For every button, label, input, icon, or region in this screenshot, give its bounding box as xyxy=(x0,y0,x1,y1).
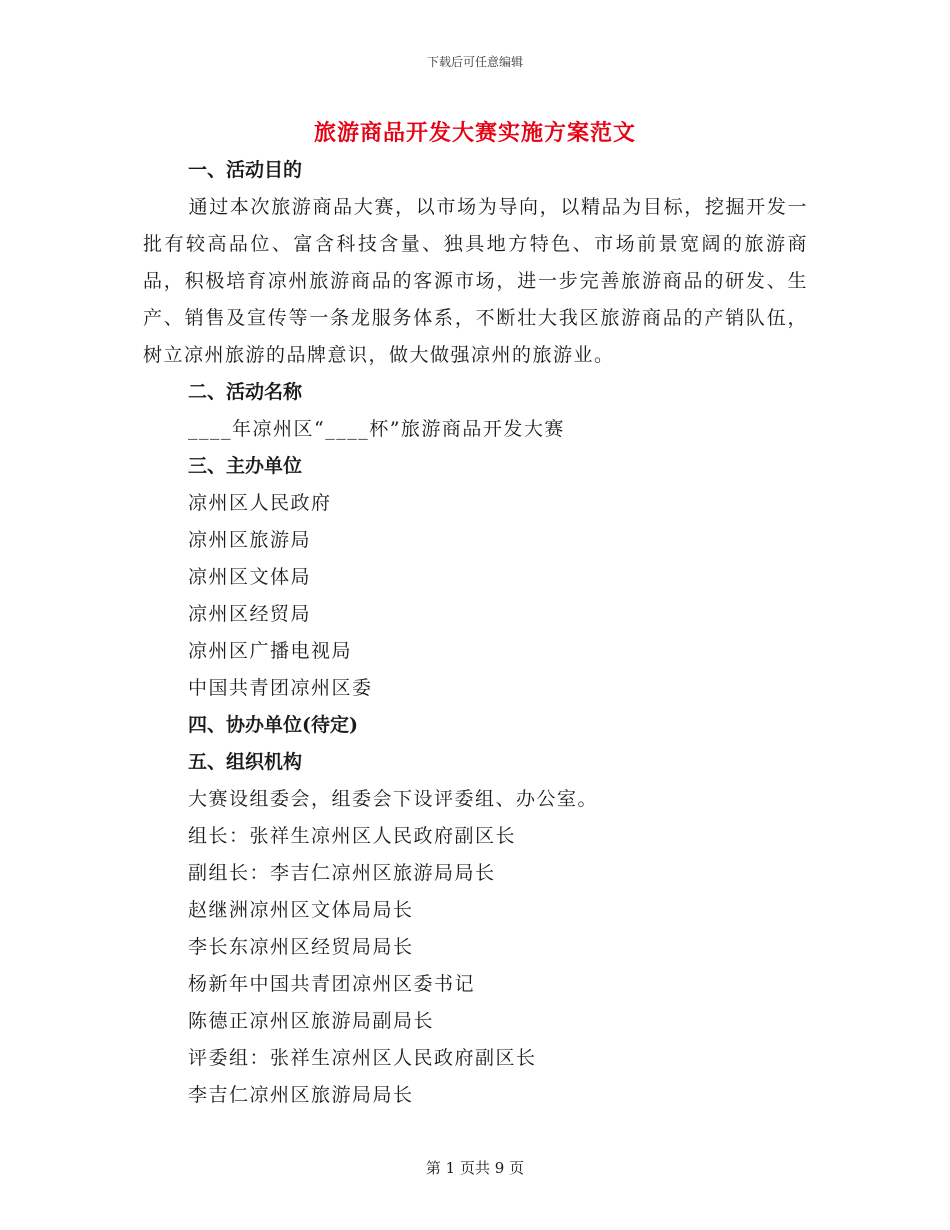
organizer-item: 中国共青团凉州区委 xyxy=(188,677,373,699)
organization-line: 李长东凉州区经贸局局长 xyxy=(188,936,414,958)
page-number-footer: 第 1 页共 9 页 xyxy=(425,1159,525,1177)
organization-line: 组长：张祥生凉州区人民政府副区长 xyxy=(188,825,517,847)
section-heading-name: 二、活动名称 xyxy=(188,381,303,403)
organization-line: 副组长：李吉仁凉州区旅游局局长 xyxy=(188,862,496,884)
organizer-item: 凉州区广播电视局 xyxy=(188,640,353,662)
organization-line: 陈德正凉州区旅游局副局长 xyxy=(188,1010,435,1032)
organization-line: 评委组：张祥生凉州区人民政府副区长 xyxy=(188,1047,537,1069)
organizer-item: 凉州区文体局 xyxy=(188,566,312,588)
section-heading-co-organizers: 四、协办单位(待定) xyxy=(188,714,358,736)
section-heading-organizers: 三、主办单位 xyxy=(188,455,303,477)
organization-line: 大赛设组委会，组委会下设评委组、办公室。 xyxy=(188,788,599,810)
organization-line: 李吉仁凉州区旅游局局长 xyxy=(188,1084,414,1106)
organization-line: 赵继洲凉州区文体局局长 xyxy=(188,899,414,921)
section-heading-purpose: 一、活动目的 xyxy=(188,159,303,181)
organizer-item: 凉州区人民政府 xyxy=(188,492,332,514)
document-body xyxy=(143,152,808,1114)
organization-line: 杨新年中国共青团凉州区委书记 xyxy=(188,973,476,995)
document-title: 旅游商品开发大赛实施方案范文 xyxy=(313,120,636,146)
organizer-item: 凉州区经贸局 xyxy=(188,603,312,625)
purpose-paragraph: 通过本次旅游商品大赛，以市场为导向，以精品为目标，挖掘开发一批有较高品位、富含科技含量、独具地方特色、市场前景宽阔的旅游商品，积极培育凉州旅游商品的客源市场，进一步完善旅游商品的研发、生产、销售及宣传等一条龙服务体系，不断壮大我区旅游商品的产销队伍，树立凉州旅游的品牌意识，做大做强凉州的旅游业。 xyxy=(143,196,808,366)
header-note: 下载后可任意编辑 xyxy=(426,55,523,69)
event-name-line: ____年凉州区“____杯”旅游商品开发大赛 xyxy=(188,418,565,440)
section-heading-organization: 五、组织机构 xyxy=(188,751,303,773)
organizer-item: 凉州区旅游局 xyxy=(188,529,312,551)
